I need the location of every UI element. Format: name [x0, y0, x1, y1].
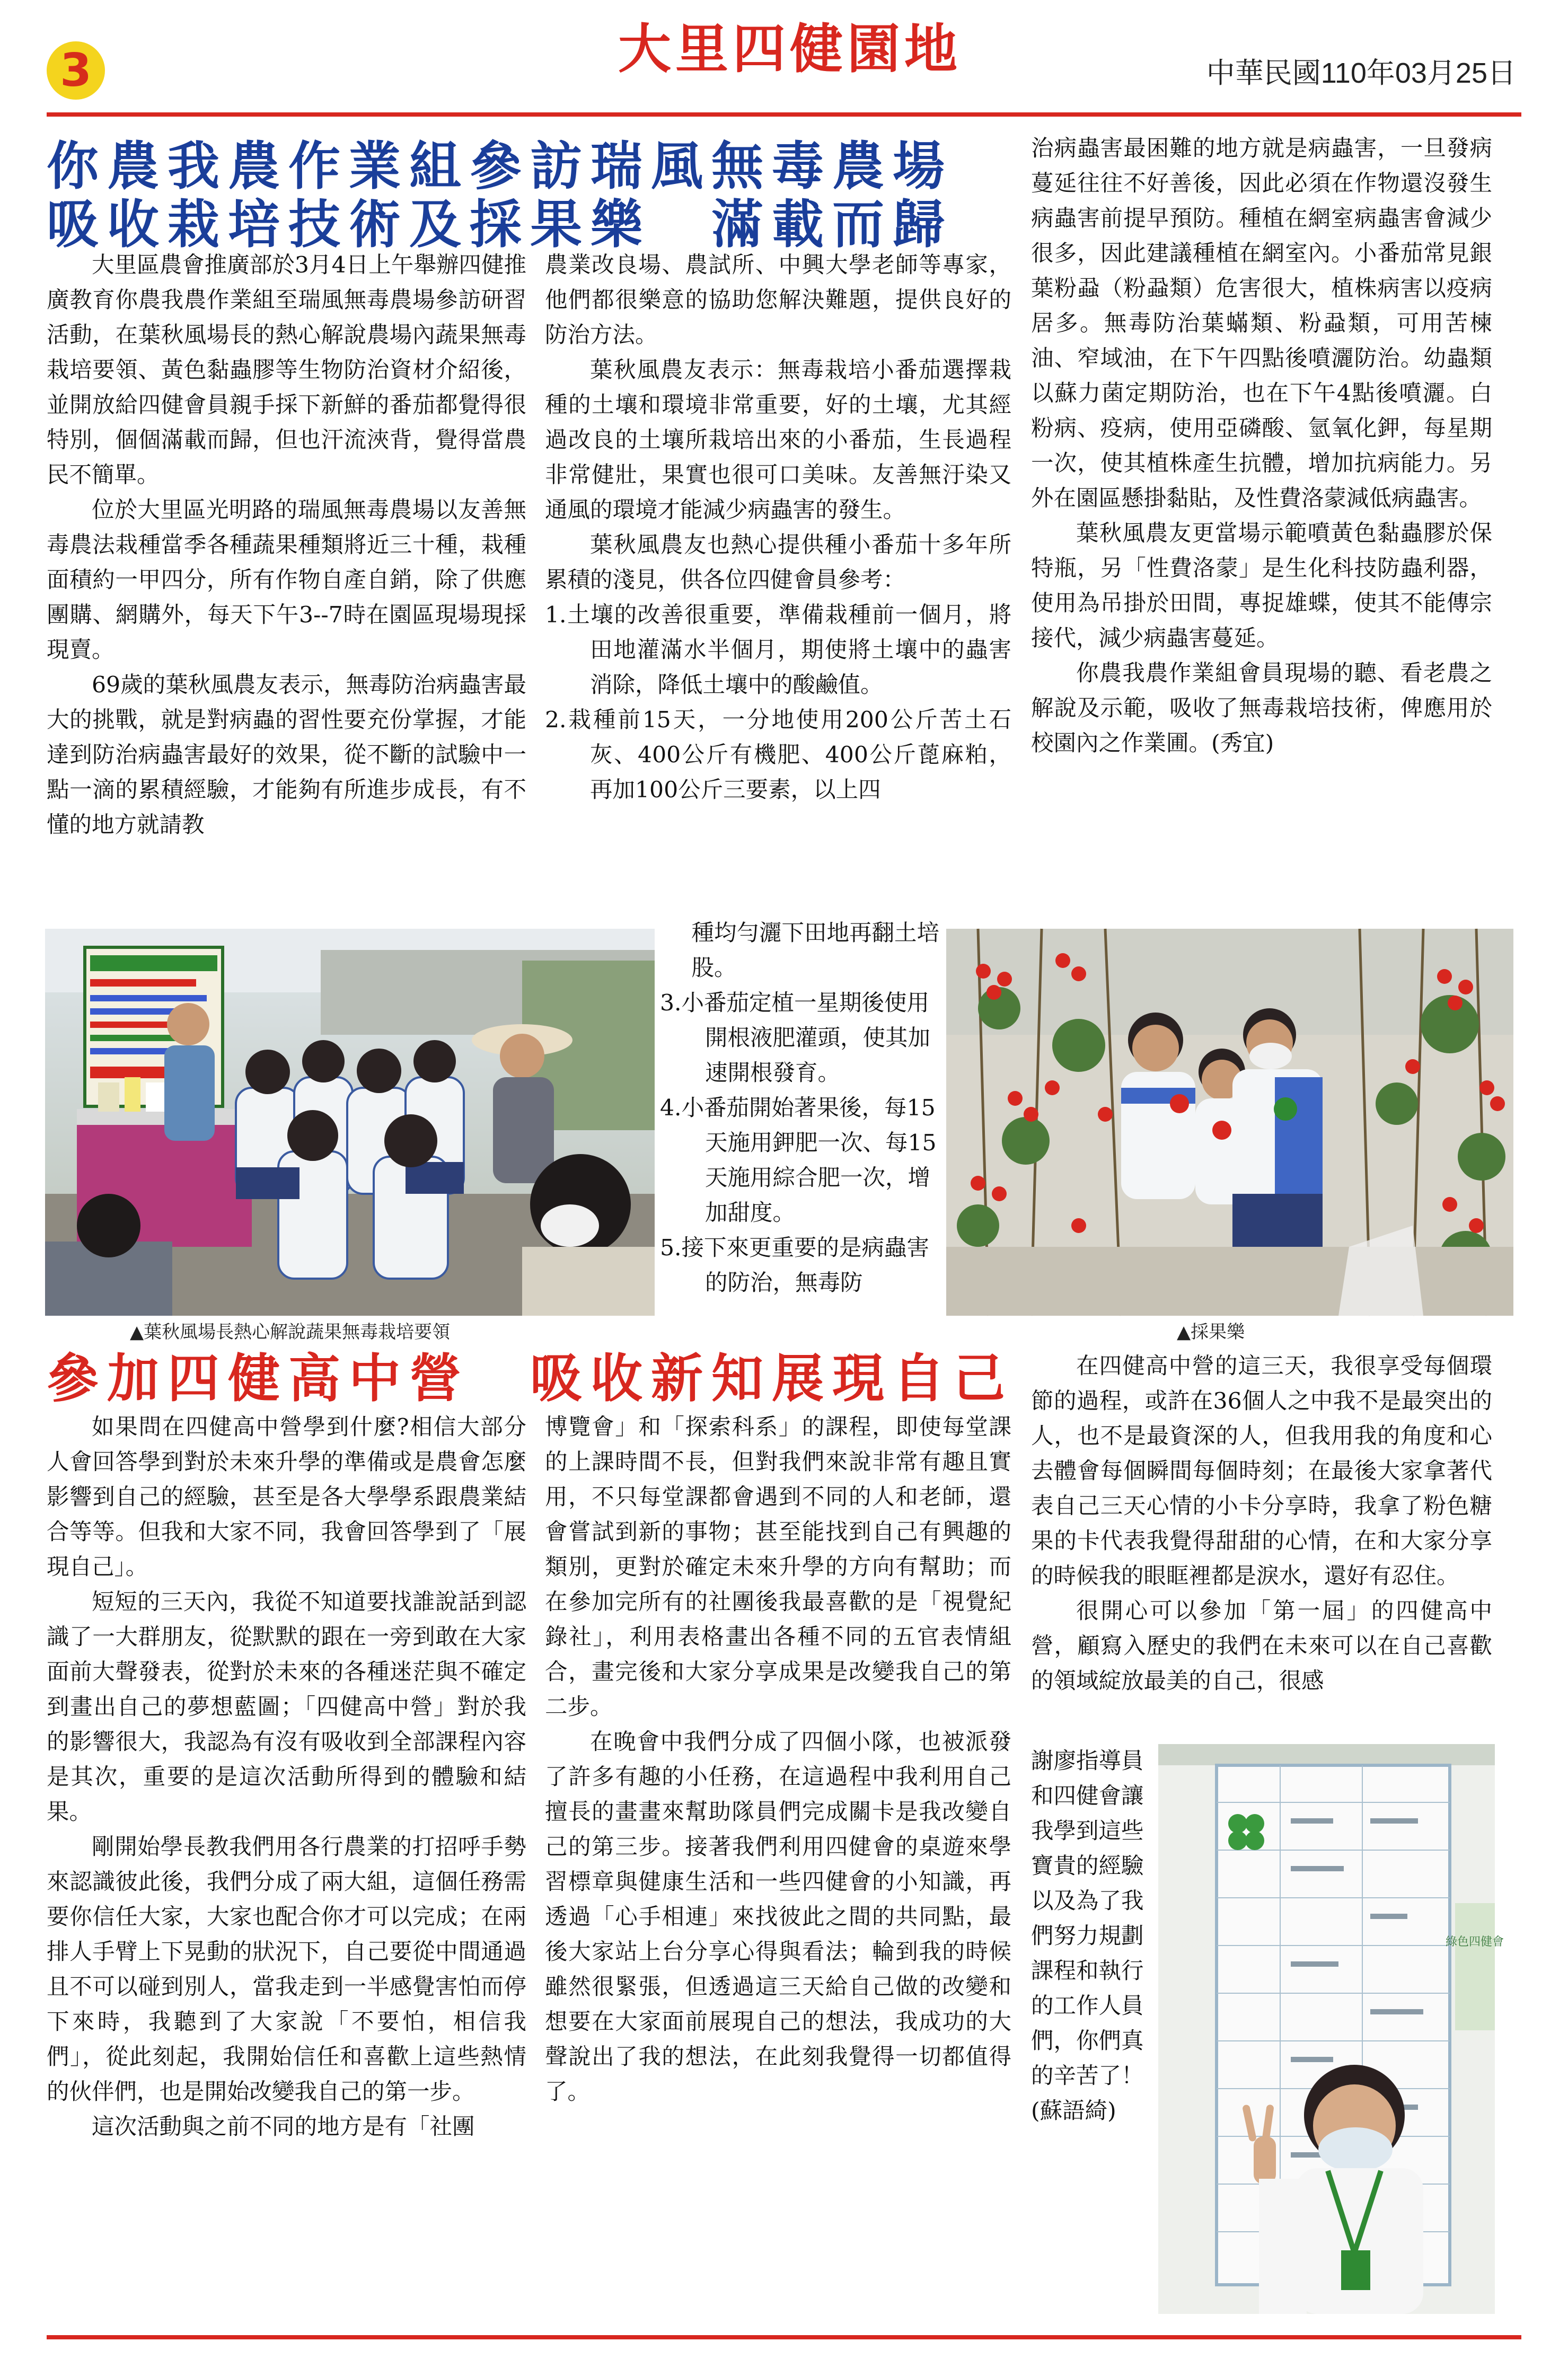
article1-title-line2: 吸收栽培技術及採果樂 滿載而歸: [47, 195, 954, 255]
tip-item: 1.土壤的改善很重要，準備栽種前一個月，將田地灌滿水半個月，期使將土壤中的蟲害消除，降低土壤中的酸鹼值。: [545, 602, 1011, 698]
paragraph: 治病蟲害最困難的地方就是病蟲害，一旦發病蔓延往往不好善後，因此必須在作物還沒發生病蟲害前提早預防。種植在網室病蟲害會減少很多，因此建議種植在網室內。小番茄常見銀葉粉蝨（粉蝨類）危害很大，植株病害以疫病居多。無毒防治葉蟎類、粉蝨類，可用苦楝油、窄域油，在下午四點後噴灑防治。幼蟲類以蘇力菌定期防治，也在下午4點後噴灑。白粉病、疫病，使用亞磷酸、氫氧化鉀，每星期一次，使其植株產生抗體，增加抗病能力。另外在園區懸掛黏貼，及性費洛蒙減低病蟲害。: [1031, 136, 1492, 512]
header-rule: [47, 112, 1521, 117]
tip-item: 5.接下來更重要的是病蟲害的防治，無毒防: [660, 1235, 930, 1296]
paragraph: 葉秋風農友更當場示範噴黃色黏蟲膠於保特瓶，另「性費洛蒙」是生化科技防蟲利器，使用為吊掛於田間，專捉雄蝶，使其不能傳宗接代，減少病蟲害蔓延。: [1031, 521, 1492, 652]
tomato-picking-photo: [946, 929, 1513, 1316]
paragraph: 很開心可以參加「第一屆」的四健高中營，顧寫入歷史的我們在未來可以在自己喜歡的領域綻放最美的自己，很感: [1031, 1598, 1492, 1694]
paragraph: 剛開始學長教我們用各行農業的打招呼手勢來認識彼此後，我們分成了兩大組，這個任務需要你信任大家，大家也配合你才可以完成；在兩排人手臂上下晃動的狀況下，自己要從中間通過且不可以碰到別人，當我走到一半感覺害怕而停下來時，我聽到了大家說「不要怕，相信我們」，從此刻起，我開始信任和喜歡上這些熱情的伙伴們，也是開始改變我自己的第一步。: [47, 1834, 526, 2105]
article2-column-1: [47, 1410, 526, 2145]
tip-item: 3.小番茄定植一星期後使用開根液肥灌頭，使其加速開根發育。: [660, 990, 931, 1086]
sign-text: 綠色四健會: [1445, 1935, 1504, 1949]
paragraph: 博覽會」和「探索科系」的課程，即使每堂課的上課時間不長，但對我們來說非常有趣且實用，不只每堂課都會遇到不同的人和老師，還會嘗試到新的事物；甚至能找到自己有興趣的類別，更對於確定未來升學的方向有幫助；而在參加完所有的社團後我最喜歡的是「視覺紀錄社」，利用表格畫出各種不同的五官表情組合，畫完後和大家分享成果是改變我自己的第二步。: [545, 1414, 1011, 1720]
paragraph: 69歲的葉秋風農友表示，無毒防治病蟲害最大的挑戰，就是對病蟲的習性要充份掌握，才能達到防治病蟲害最好的效果，從不斷的試驗中一點一滴的累積經驗，才能夠有所進步成長，有不懂的地方就請教: [47, 672, 526, 838]
tip-item: 種均勻灑下田地再翻土培股。: [691, 920, 940, 981]
article2-column-3: [1031, 1349, 1492, 1699]
camp-schedule-photo: [1158, 1744, 1504, 2314]
masthead-title: 大里四健園地: [618, 18, 962, 80]
article1-column-1: [47, 248, 526, 843]
issue-date: 中華民國110年03月25日: [1206, 57, 1516, 89]
paragraph: 如果問在四健高中營學到什麼?相信大部分人會回答學到對於未來升學的準備或是農會怎麼影響到自己的經驗，甚至是各大學學系跟農業結合等等。但我和大家不同，我會回答學到了「展現自己」。: [47, 1414, 526, 1580]
paragraph: 短短的三天內，我從不知道要找誰說話到認識了一大群朋友，從默默的跟在一旁到敢在大家面前大聲發表，從對於未來的各種迷茫與不確定到畫出自己的夢想藍圖；「四健高中營」對於我的影響很大，我認為有沒有吸收到全部課程內容是其次，重要的是這次活動所得到的體驗和結果。: [47, 1589, 526, 1825]
page-number-badge: 3: [47, 41, 105, 100]
tips-list: [545, 598, 1011, 808]
paragraph: 在四健高中營的這三天，我很享受每個環節的過程，或許在36個人之中我不是最突出的人，也不是最資深的人，但我用我的角度和心去體會每個瞬間每個時刻；在最後大家拿著代表自己三天心情的小卡分享時，我拿了粉色糖果的卡代表我覺得甜甜的心情，在和大家分享的時候我的眼眶裡都是淚水，還好有忍住。: [1031, 1353, 1492, 1589]
paragraph: 你農我農作業組會員現場的聽、看老農之解說及示範，吸收了無毒栽培技術，俾應用於校園內之作業圃。(秀宜): [1031, 661, 1492, 756]
paragraph: 位於大里區光明路的瑞風無毒農場以友善無毒農法栽種當季各種蔬果種類將近三十種，栽種面積約一甲四分，所有作物自產自銷，除了供應團購、網購外，每天下午3--7時在園區現場現採現賣。: [47, 497, 526, 663]
tip-item: 4.小番茄開始著果後，每15天施用鉀肥一次、每15天施用綜合肥一次，增加甜度。: [660, 1095, 937, 1226]
article2-title: 參加四健高中營 吸收新知展現自己: [47, 1349, 1014, 1409]
photo2-caption: ▲採果樂: [1177, 1322, 1245, 1343]
farm-tour-photo: [45, 929, 655, 1316]
paragraph: 農業改良場、農試所、中興大學老師等專家，他們都很樂意的協助您解決難題，提供良好的防治方法。: [545, 252, 1011, 348]
photo1-caption: ▲葉秋風場長熱心解說蔬果無毒栽培要領: [130, 1322, 451, 1343]
paragraph: 謝廖指導員和四健會讓我學到這些寶貴的經驗以及為了我們努力規劃課程和執行的工作人員們，你們真的辛苦了！(蘇語綺): [1031, 1748, 1144, 2124]
tip-item: 2.栽種前15天，一分地使用200公斤苦土石灰、400公斤有機肥、400公斤蓖麻粕，再加100公斤三要素，以上四: [545, 707, 1011, 803]
footer-rule: [47, 2335, 1521, 2339]
article2-column-3-narrow: [1031, 1744, 1148, 2129]
tips-list-continued: [660, 916, 941, 1301]
paragraph: 在晚會中我們分成了四個小隊，也被派發了許多有趣的小任務，在這過程中我利用自己擅長的畫畫來幫助隊員們完成關卡是我改變自己的第三步。接著我們利用四健會的桌遊來學習標章與健康生活和一些四健會的小知識，再透過「心手相連」來找彼此之間的共同點，最後大家站上台分享心得與看法；輪到我的時候雖然很緊張，但透過這三天給自己做的改變和想要在大家面前展現自己的想法，我成功的大聲說出了我的想法，在此刻我覺得一切都值得了。: [545, 1729, 1011, 2105]
article1-title-line1: 你農我農作業組參訪瑞風無毒農場: [47, 136, 954, 197]
article1-column-2: [545, 248, 1011, 808]
paragraph: 這次活動與之前不同的地方是有「社團: [92, 2114, 475, 2140]
article2-column-2: [545, 1410, 1011, 2110]
paragraph: 葉秋風農友表示：無毒栽培小番茄選擇栽種的土壤和環境非常重要，好的土壤，尤其經過改良的土壤所栽培出來的小番茄，生長過程非常健壯，果實也很可口美味。友善無汙染又通風的環境才能減少病蟲害的發生。: [545, 357, 1011, 523]
paragraph: 葉秋風農友也熱心提供種小番茄十多年所累積的淺見，供各位四健會員參考：: [545, 532, 1011, 593]
paragraph: 大里區農會推廣部於3月4日上午舉辦四健推廣教育你農我農作業組至瑞風無毒農場參訪研習活動，在葉秋風場長的熱心解說農場內蔬果無毒栽培要領、黃色黏蟲膠等生物防治資材介紹後，並開放給四健會員親手採下新鮮的番茄都覺得很特別，個個滿載而歸，但也汗流浹背，覺得當農民不簡單。: [47, 252, 526, 488]
article1-column-3: [1031, 131, 1492, 761]
article1-tips-continued: [660, 916, 941, 1301]
